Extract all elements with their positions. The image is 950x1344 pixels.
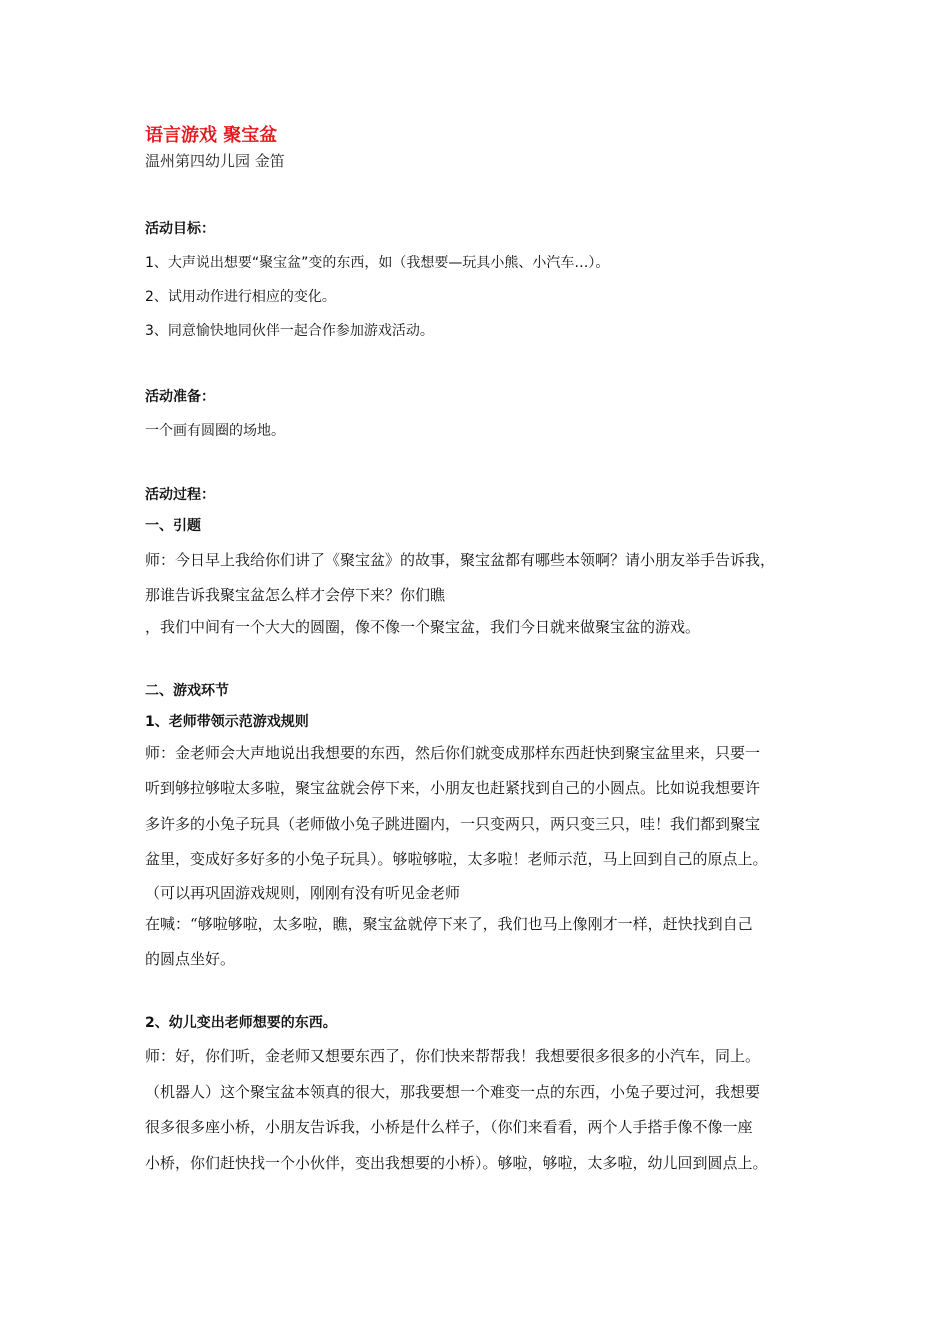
preparation-heading: 活动准备： — [145, 389, 215, 405]
author-line: 温州第四幼儿园 金笛 — [145, 152, 285, 170]
step1-line-1: 师：金老师会大声地说出我想要的东西，然后你们就变成那样东西赶快到聚宝盆里来，只要一 — [145, 744, 761, 762]
step2-line-3: 很多很多座小桥，小朋友告诉我，小桥是什么样子，（你们来看看，两个人手搭手像不像一座 — [145, 1118, 753, 1136]
game-heading: 二、游戏环节 — [145, 683, 229, 699]
goal-item-1: 1、大声说出想要“聚宝盆”变的东西，如（我想要—玩具小熊、小汽车…）。 — [145, 255, 610, 271]
intro-heading: 一、引题 — [145, 518, 201, 534]
step1-line-6: 在喊：“够啦够啦，太多啦，瞧，聚宝盆就停下来了，我们也马上像刚才一样，赶快找到自己 — [145, 915, 753, 933]
step2-line-2: （机器人）这个聚宝盆本领真的很大，那我要想一个难变一点的东西，小兔子要过河，我想要 — [145, 1083, 761, 1101]
goal-item-3: 3、同意愉快地同伙伴一起合作参加游戏活动。 — [145, 323, 434, 339]
step2-line-4: 小桥，你们赶快找一个小伙伴，变出我想要的小桥）。够啦，够啦，太多啦，幼儿回到圆点上。 — [145, 1154, 768, 1172]
step1-line-2: 听到够拉够啦太多啦，聚宝盆就会停下来，小朋友也赶紧找到自己的小圆点。比如说我想要许 — [145, 779, 761, 797]
intro-line-1: 师：今日早上我给你们讲了《聚宝盆》的故事，聚宝盆都有哪些本领啊？请小朋友举手告诉我， — [145, 551, 776, 569]
goal-item-2: 2、试用动作进行相应的变化。 — [145, 289, 336, 305]
step1-line-7: 的圆点坐好。 — [145, 950, 236, 968]
intro-line-3: ，我们中间有一个大大的圆圈，像不像一个聚宝盆，我们今日就来做聚宝盆的游戏。 — [145, 618, 701, 636]
process-heading: 活动过程： — [145, 487, 215, 503]
intro-line-2: 那谁告诉我聚宝盆怎么样才会停下来？你们瞧 — [145, 586, 446, 604]
goals-heading: 活动目标： — [145, 221, 215, 237]
step1-heading: 1、老师带领示范游戏规则 — [145, 714, 309, 730]
document-title: 语言游戏 聚宝盆 — [145, 125, 278, 146]
step2-line-1: 师：好，你们听，金老师又想要东西了，你们快来帮帮我！我想要很多很多的小汽车，同上。 — [145, 1047, 761, 1065]
step1-line-4: 盆里，变成好多好多的小兔子玩具）。够啦够啦，太多啦！老师示范，马上回到自己的原点上。 — [145, 850, 768, 868]
preparation-text: 一个画有圆圈的场地。 — [145, 423, 285, 439]
step1-line-3: 多许多的小兔子玩具（老师做小兔子跳进圈内，一只变两只，两只变三只，哇！我们都到聚宝 — [145, 815, 761, 833]
step2-heading: 2、幼儿变出老师想要的东西。 — [145, 1015, 337, 1031]
step1-line-5: （可以再巩固游戏规则，刚刚有没有听见金老师 — [145, 884, 461, 902]
